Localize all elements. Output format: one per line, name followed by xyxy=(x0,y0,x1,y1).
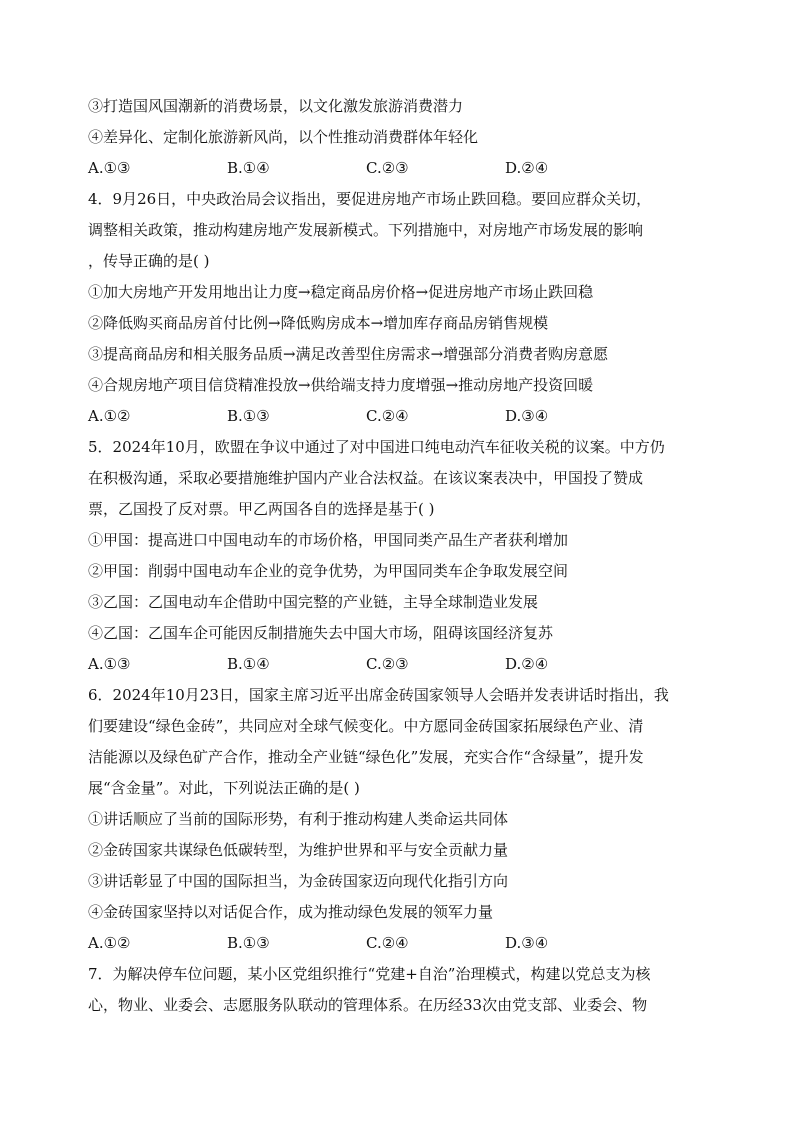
q4-options xyxy=(88,401,708,432)
q5-option-a[interactable]: A.①③ xyxy=(88,655,131,673)
q7-stem-line-1: 7．为解决停车位问题，某小区党组织推行“党建+自治”治理模式，构建以党总支为核 xyxy=(88,965,651,983)
q4-stem-line-2: 调整相关政策，推动构建房地产发展新模式。下列措施中，对房地产市场发展的影响 xyxy=(88,221,644,239)
q4-stem-line-3: ，传导正确的是( ) xyxy=(88,252,210,270)
q6-stem-line-1: 6．2024年10月23日，国家主席习近平出席金砖国家领导人会晤并发表讲话时指出，我 xyxy=(88,686,669,704)
q3-option-a[interactable]: A.①③ xyxy=(88,159,131,177)
question-3-tail xyxy=(88,91,708,184)
q5-option-b[interactable]: B.①④ xyxy=(227,655,270,673)
q4-item-1: ①加大房地产开发用地出让力度→稳定商品房价格→促进房地产市场止跌回稳 xyxy=(88,283,594,301)
q5-option-d[interactable]: D.②④ xyxy=(505,655,549,673)
q5-stem-line-3: 票，乙国投了反对票。甲乙两国各自的选择是基于( ) xyxy=(88,500,435,518)
q5-item-2: ②甲国：削弱中国电动车企业的竞争优势，为甲国同类车企争取发展空间 xyxy=(88,562,569,580)
q3-option-d[interactable]: D.②④ xyxy=(505,159,549,177)
exam-page xyxy=(88,91,708,1021)
q4-option-d[interactable]: D.③④ xyxy=(505,407,549,425)
q4-item-3: ③提高商品房和相关服务品质→满足改善型住房需求→增强部分消费者购房意愿 xyxy=(88,345,609,363)
q7-stem-line-2: 心，物业、业委会、志愿服务队联动的管理体系。在历经33次由党支部、业委会、物 xyxy=(88,996,648,1014)
q6-option-d[interactable]: D.③④ xyxy=(505,934,549,952)
q3-item-3: ③打造国风国潮新的消费场景，以文化激发旅游消费潜力 xyxy=(88,97,464,115)
q3-options xyxy=(88,153,708,184)
q6-stem-line-2: 们要建设“绿色金砖”，共同应对全球气候变化。中方愿同金砖国家拓展绿色产业、清 xyxy=(88,717,644,735)
q5-stem-line-2: 在积极沟通，采取必要措施维护国内产业合法权益。在该议案表决中，甲国投了赞成 xyxy=(88,469,644,487)
q6-option-b[interactable]: B.①③ xyxy=(227,934,270,952)
q4-stem-line-1: 4．9月26日，中央政治局会议指出，要促进房地产市场止跌回稳。要回应群众关切， xyxy=(88,190,652,208)
q4-option-a[interactable]: A.①② xyxy=(88,407,131,425)
q5-option-c[interactable]: C.②③ xyxy=(366,655,409,673)
q6-stem-line-4: 展“含金量”。对此，下列说法正确的是( ) xyxy=(88,779,360,797)
q6-item-4: ④金砖国家坚持以对话促合作，成为推动绿色发展的领军力量 xyxy=(88,903,494,921)
question-7 xyxy=(88,959,708,1021)
q6-item-1: ①讲话顺应了当前的国际形势，有利于推动构建人类命运共同体 xyxy=(88,810,509,828)
q3-item-4: ④差异化、定制化旅游新风尚，以个性推动消费群体年轻化 xyxy=(88,128,479,146)
q4-option-b[interactable]: B.①③ xyxy=(227,407,270,425)
q3-option-b[interactable]: B.①④ xyxy=(227,159,270,177)
question-6 xyxy=(88,680,708,959)
q5-item-3: ③乙国：乙国电动车企借助中国完整的产业链，主导全球制造业发展 xyxy=(88,593,539,611)
q4-item-4: ④合规房地产项目信贷精准投放→供给端支持力度增强→推动房地产投资回暖 xyxy=(88,376,594,394)
q6-option-a[interactable]: A.①② xyxy=(88,934,131,952)
question-5 xyxy=(88,432,708,680)
q6-item-2: ②金砖国家共谋绿色低碳转型，为维护世界和平与安全贡献力量 xyxy=(88,841,509,859)
question-4 xyxy=(88,184,708,432)
q6-option-c[interactable]: C.②④ xyxy=(366,934,409,952)
q5-item-1: ①甲国：提高进口中国电动车的市场价格，甲国同类产品生产者获利增加 xyxy=(88,531,569,549)
q6-options xyxy=(88,928,708,959)
q5-item-4: ④乙国：乙国车企可能因反制措施失去中国大市场，阻碍该国经济复苏 xyxy=(88,624,554,642)
q6-item-3: ③讲话彰显了中国的国际担当，为金砖国家迈向现代化指引方向 xyxy=(88,872,509,890)
q5-stem-line-1: 5．2024年10月，欧盟在争议中通过了对中国进口纯电动汽车征收关税的议案。中方仍 xyxy=(88,438,665,456)
q3-option-c[interactable]: C.②③ xyxy=(366,159,409,177)
q6-stem-line-3: 洁能源以及绿色矿产合作，推动全产业链“绿色化”发展，充实合作“含绿量”，提升发 xyxy=(88,748,644,766)
q4-option-c[interactable]: C.②④ xyxy=(366,407,409,425)
q5-options xyxy=(88,649,708,680)
q4-item-2: ②降低购买商品房首付比例→降低购房成本→增加库存商品房销售规模 xyxy=(88,314,549,332)
